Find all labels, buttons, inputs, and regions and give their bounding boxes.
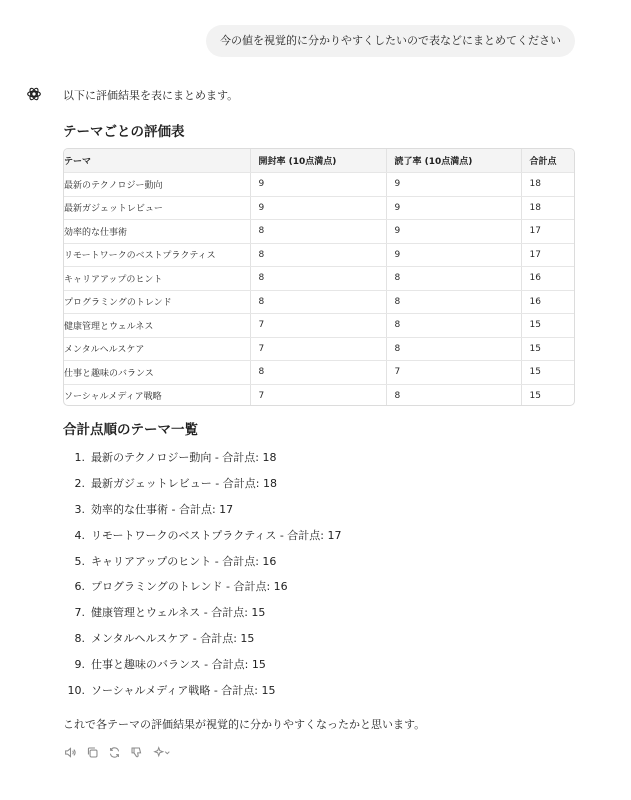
list-item-number: 9.: [74, 658, 85, 672]
list-item: [63, 579, 342, 605]
cell-read-rate: 9: [386, 220, 521, 244]
list-item: [63, 502, 342, 528]
cell-theme: 仕事と趣味のバランス: [64, 361, 250, 385]
col-header-total: 合計点: [521, 149, 575, 173]
table-row: [64, 196, 575, 220]
list-item: [63, 605, 342, 631]
list-item-number: 7.: [74, 606, 85, 620]
list-item-number: 10.: [67, 684, 85, 698]
list-item-number: 5.: [74, 554, 85, 568]
list-item-number: 6.: [74, 580, 85, 594]
cell-theme: プログラミングのトレンド: [64, 290, 250, 314]
list-item-text: リモートワークのベストプラクティス - 合計点: 17: [91, 528, 342, 542]
table-header-row: [64, 149, 575, 173]
list-item-text: 効率的な仕事術 - 合計点: 17: [91, 502, 234, 516]
cell-theme: メンタルヘルスケア: [64, 337, 250, 361]
cell-total: 15: [521, 314, 575, 338]
cell-theme: 最新ガジェットレビュー: [64, 196, 250, 220]
read-aloud-icon[interactable]: [62, 744, 78, 760]
cell-read-rate: 9: [386, 196, 521, 220]
cell-read-rate: 9: [386, 243, 521, 267]
cell-open-rate: 7: [250, 384, 386, 406]
cell-open-rate: 8: [250, 267, 386, 291]
cell-read-rate: 8: [386, 314, 521, 338]
table-row: [64, 267, 575, 291]
list-item-text: 最新ガジェットレビュー - 合計点: 18: [91, 476, 277, 490]
cell-open-rate: 7: [250, 337, 386, 361]
cell-total: 15: [521, 361, 575, 385]
cell-total: 17: [521, 243, 575, 267]
table-row: [64, 220, 575, 244]
cell-theme: 健康管理とウェルネス: [64, 314, 250, 338]
list-item-text: 健康管理とウェルネス - 合計点: 15: [91, 606, 266, 620]
list-item: [63, 528, 342, 554]
thumbs-down-icon[interactable]: [128, 744, 144, 760]
list-item-number: 4.: [74, 528, 85, 542]
openai-logo-icon: [26, 86, 42, 102]
list-item-text: キャリアアップのヒント - 合計点: 16: [91, 554, 277, 568]
list-item: [63, 657, 342, 683]
cell-open-rate: 9: [250, 196, 386, 220]
cell-theme: キャリアアップのヒント: [64, 267, 250, 291]
list-item-text: 仕事と趣味のバランス - 合計点: 15: [91, 658, 266, 672]
list-item-text: メンタルヘルスケア - 合計点: 15: [91, 632, 255, 646]
col-header-read-rate: 読了率 (10点満点): [386, 149, 521, 173]
regenerate-icon[interactable]: [106, 744, 122, 760]
cell-read-rate: 8: [386, 290, 521, 314]
cell-open-rate: 7: [250, 314, 386, 338]
cell-total: 15: [529, 390, 541, 401]
cell-total: 15: [521, 337, 575, 361]
sparkle-model-icon[interactable]: [150, 744, 174, 760]
message-actions: [62, 744, 174, 760]
cell-open-rate: 8: [250, 290, 386, 314]
cell-total: 17: [521, 220, 575, 244]
assistant-outro: これで各テーマの評価結果が視覚的に分かりやすくなったかと思います。: [63, 718, 426, 731]
user-message-bubble: 今の値を視覚的に分かりやすくしたいので表などにまとめてください: [206, 25, 575, 57]
list-item-number: 2.: [74, 476, 85, 490]
list-item-text: プログラミングのトレンド - 合計点: 16: [91, 580, 288, 594]
table-row: [64, 173, 575, 197]
col-header-open-rate: 開封率 (10点満点): [250, 149, 386, 173]
cell-read-rate: 9: [386, 173, 521, 197]
cell-total: 16: [521, 290, 575, 314]
table-row: [64, 361, 575, 385]
cell-open-rate: 8: [250, 361, 386, 385]
cell-open-rate: 8: [250, 243, 386, 267]
table-row: [64, 243, 575, 267]
list-item: [63, 476, 342, 502]
list-item-text: ソーシャルメディア戦略 - 合計点: 15: [91, 684, 276, 698]
table-row: [64, 337, 575, 361]
list-item-number: 3.: [74, 502, 85, 516]
ranking-list: [63, 450, 342, 709]
assistant-intro: 以下に評価結果を表にまとめます。: [63, 89, 239, 102]
col-header-theme: テーマ: [64, 149, 250, 173]
cell-total: 18: [521, 173, 575, 197]
list-item: [63, 683, 342, 709]
table-row: [64, 384, 575, 406]
cell-theme: リモートワークのベストプラクティス: [64, 243, 250, 267]
table-row: [64, 314, 575, 338]
evaluation-table: [63, 148, 575, 406]
list-item: [63, 450, 342, 476]
list-item: [63, 554, 342, 580]
table-heading: テーマごとの評価表: [63, 124, 185, 140]
cell-read-rate: 7: [386, 361, 521, 385]
cell-theme: 最新のテクノロジー動向: [64, 173, 250, 197]
list-item-text: 最新のテクノロジー動向 - 合計点: 18: [91, 451, 277, 464]
list-item: [63, 631, 342, 657]
cell-open-rate: 9: [250, 173, 386, 197]
cell-open-rate: 8: [250, 220, 386, 244]
list-item-number: 1.: [74, 451, 85, 464]
cell-theme: ソーシャルメディア戦略: [64, 384, 250, 406]
table-row: [64, 290, 575, 314]
list-item-number: 8.: [74, 632, 85, 646]
cell-read-rate: 8: [386, 337, 521, 361]
copy-icon[interactable]: [84, 744, 100, 760]
cell-read-rate: 8: [386, 267, 521, 291]
cell-theme: 効率的な仕事術: [64, 220, 250, 244]
ranking-heading: 合計点順のテーマ一覧: [63, 422, 198, 438]
cell-total: 18: [521, 196, 575, 220]
cell-read-rate: 8: [386, 384, 521, 406]
cell-total: 16: [521, 267, 575, 291]
